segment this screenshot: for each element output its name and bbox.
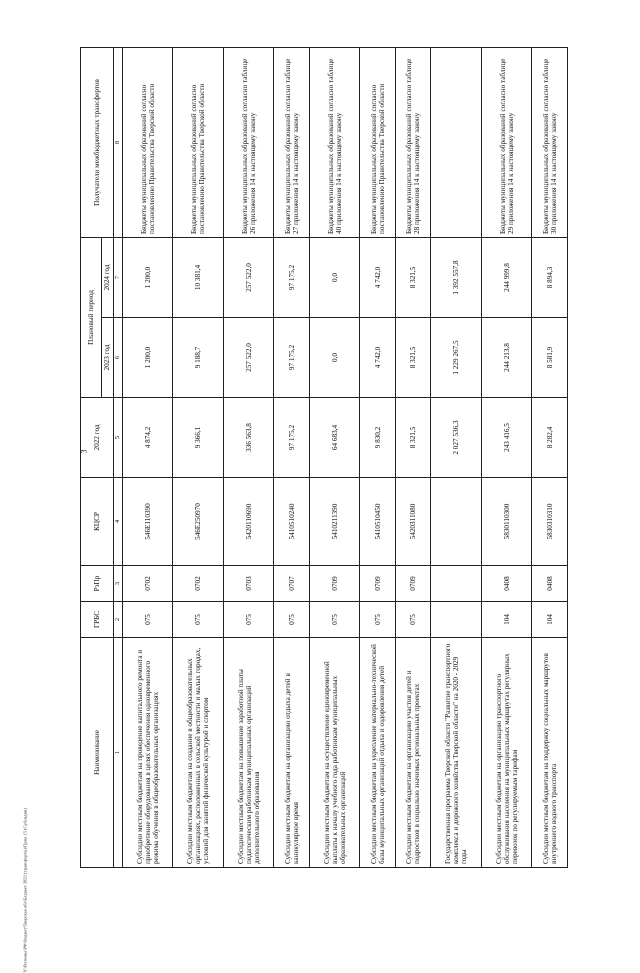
- cell-2024: 97 175,2: [274, 237, 310, 317]
- column-number: 8: [114, 47, 123, 237]
- table-row: [309, 47, 359, 867]
- cell-recipients: Бюджеты муниципальных образований согласно постановлению Правительства Тверской области: [173, 47, 223, 237]
- cell-2024: 8 321,5: [395, 237, 431, 317]
- header-2022: 2022 год: [81, 398, 114, 478]
- table-row: [395, 47, 431, 867]
- subsidies-table: [80, 47, 568, 868]
- cell-2023: 244 213,8: [481, 318, 531, 398]
- cell-name: Субсидии местным бюджетам на осуществление единовременной выплаты к началу учебного года работникам муниципальных образовательных организаций: [309, 638, 359, 868]
- cell-2023: 1 229 267,5: [431, 318, 481, 398]
- column-number: 4: [114, 478, 123, 566]
- cell-kcsr: 5410510450: [360, 478, 396, 566]
- table-row: [123, 47, 173, 867]
- column-number: 2: [114, 602, 123, 638]
- table-row: [481, 47, 531, 867]
- cell-name: Субсидии местным бюджетам на проведение капитального ремонта и приобретение оборудования в целях обеспечения одновременного режима обучения в общеобразовательных организациях: [123, 638, 173, 868]
- cell-2024: 1 200,0: [123, 237, 173, 317]
- cell-rzpr: 0703: [223, 566, 273, 602]
- header-kcsr: КЦСР: [81, 478, 114, 566]
- cell-kcsr: 5830110300: [481, 478, 531, 566]
- cell-2023: 0,0: [309, 318, 359, 398]
- cell-grbs: 075: [360, 602, 396, 638]
- cell-name: Субсидии местным бюджетам на укрепление материально-технической базы муниципальных организаций отдыха и оздоровления детей: [360, 638, 396, 868]
- cell-2024: 1 392 557,8: [431, 237, 481, 317]
- cell-kcsr: 5830310310: [532, 478, 568, 566]
- header-rzpr: РзПр: [81, 566, 114, 602]
- column-number: 5: [114, 398, 123, 478]
- cell-rzpr: 0709: [309, 566, 359, 602]
- cell-2023: 4 742,0: [360, 318, 396, 398]
- cell-2023: 8 581,9: [532, 318, 568, 398]
- cell-recipients: [431, 47, 481, 237]
- cell-name: Государственная программа Тверской области "Развитие транспортного комплекса и дорожного хозяйства Тверской области" на 2020 - 2029 годы: [431, 638, 481, 868]
- cell-2024: 10 381,4: [173, 237, 223, 317]
- cell-grbs: 075: [223, 602, 273, 638]
- cell-rzpr: [431, 566, 481, 602]
- cell-recipients: Бюджеты муниципальных образований согласно таблице 30 приложения 14 к настоящему закону: [532, 47, 568, 237]
- cell-2022: 97 175,2: [274, 398, 310, 478]
- cell-2023: 257 522,0: [223, 318, 273, 398]
- header-2023: 2023 год: [102, 318, 114, 398]
- cell-rzpr: 0408: [481, 566, 531, 602]
- cell-name: Субсидии местным бюджетам на создание в общеобразовательных организациях, расположенных в сельской местности и малых городах, условий для занятий физической культурой и спортом: [173, 638, 223, 868]
- page-number: 3: [79, 449, 89, 454]
- landscape-sheet: [80, 48, 568, 868]
- cell-2022: 64 683,4: [309, 398, 359, 478]
- cell-rzpr: 0709: [395, 566, 431, 602]
- header-grbs: ГРБС: [81, 602, 114, 638]
- cell-recipients: Бюджеты муниципальных образований согласно постановлению Правительства Тверской области: [123, 47, 173, 237]
- cell-recipients: Бюджеты муниципальных образований согласно постановлению Правительства Тверской области: [360, 47, 396, 237]
- cell-2022: 9 830,2: [360, 398, 396, 478]
- header-recipients: Получатели межбюджетных трансфертов: [81, 47, 114, 237]
- cell-kcsr: 5420311080: [395, 478, 431, 566]
- cell-grbs: 104: [532, 602, 568, 638]
- cell-2022: 243 416,5: [481, 398, 531, 478]
- cell-kcsr: 546Е250970: [173, 478, 223, 566]
- cell-kcsr: 5410510240: [274, 478, 310, 566]
- cell-name: Субсидии местным бюджетам на организацию отдыха детей в каникулярное время: [274, 638, 310, 868]
- cell-2024: 4 742,0: [360, 237, 396, 317]
- table-row: [532, 47, 568, 867]
- cell-2024: 244 999,8: [481, 237, 531, 317]
- cell-grbs: 104: [481, 602, 531, 638]
- cell-grbs: 075: [173, 602, 223, 638]
- column-number: 6: [114, 318, 123, 398]
- cell-kcsr: 546Е110390: [123, 478, 173, 566]
- cell-name: Субсидии местным бюджетам на организацию участия детей и подростков в социально значимых региональных проектах: [395, 638, 431, 868]
- cell-2023: 1 200,0: [123, 318, 173, 398]
- cell-2023: 97 175,2: [274, 318, 310, 398]
- cell-kcsr: [431, 478, 481, 566]
- cell-2023: 8 321,5: [395, 318, 431, 398]
- cell-recipients: Бюджеты муниципальных образований согласно таблице 26 приложения 14 к настоящему закону: [223, 47, 273, 237]
- cell-2024: 8 894,3: [532, 237, 568, 317]
- cell-grbs: 075: [123, 602, 173, 638]
- column-number: 1: [114, 638, 123, 868]
- header-plan-period: Плановый период: [81, 237, 102, 397]
- cell-recipients: Бюджеты муниципальных образований согласно таблице 40 приложения 14 к настоящему закону: [309, 47, 359, 237]
- cell-2022: 2 027 536,3: [431, 398, 481, 478]
- cell-rzpr: 0709: [360, 566, 396, 602]
- cell-kcsr: 5420110690: [223, 478, 273, 566]
- header-2024: 2024 год: [102, 237, 114, 317]
- header-name: Наименование: [81, 638, 114, 868]
- cell-grbs: [431, 602, 481, 638]
- footer-path: Y:\Регионы\РФ\бюджет\Тверская обл\Бюджет 2022 (трансферты)\Прил 15 (Субсидии): [22, 808, 28, 973]
- cell-2023: 9 188,7: [173, 318, 223, 398]
- column-number: 3: [114, 566, 123, 602]
- cell-grbs: 075: [274, 602, 310, 638]
- cell-recipients: Бюджеты муниципальных образований согласно таблице 29 приложения 14 к настоящему закону: [481, 47, 531, 237]
- cell-grbs: 075: [309, 602, 359, 638]
- cell-name: Субсидии местным бюджетам на поддержку социальных маршрутов внутреннего водного транспорта: [532, 638, 568, 868]
- cell-2022: 8 321,5: [395, 398, 431, 478]
- cell-rzpr: 0702: [173, 566, 223, 602]
- cell-rzpr: 0702: [123, 566, 173, 602]
- rotated-table-container: [80, 48, 568, 868]
- cell-rzpr: 0707: [274, 566, 310, 602]
- table-row: [274, 47, 310, 867]
- cell-2024: 257 522,0: [223, 237, 273, 317]
- cell-rzpr: 0408: [532, 566, 568, 602]
- cell-2024: 0,0: [309, 237, 359, 317]
- cell-name: Субсидии местным бюджетам на организацию транспортного обслуживания населения на муниципальных маршрутах регулярных перевозок по регулируемым тарифам: [481, 638, 531, 868]
- cell-2022: 8 282,4: [532, 398, 568, 478]
- cell-recipients: Бюджеты муниципальных образований согласно таблице 28 приложения 14 к настоящему закону: [395, 47, 431, 237]
- cell-2022: 4 874,2: [123, 398, 173, 478]
- cell-name: Субсидии местным бюджетам на повышение заработной платы педагогическим работникам муниципальных организаций дополнительного образования: [223, 638, 273, 868]
- cell-grbs: 075: [395, 602, 431, 638]
- table-row: [431, 47, 481, 867]
- cell-recipients: Бюджеты муниципальных образований согласно таблице 27 приложения 14 к настоящему закону: [274, 47, 310, 237]
- column-number-row: [114, 47, 123, 867]
- cell-kcsr: 5410211390: [309, 478, 359, 566]
- column-number: 7: [114, 237, 123, 317]
- cell-2022: 336 563,8: [223, 398, 273, 478]
- cell-2022: 9 366,1: [173, 398, 223, 478]
- table-body: [123, 47, 568, 867]
- table-row: [223, 47, 273, 867]
- table-row: [173, 47, 223, 867]
- table-row: [360, 47, 396, 867]
